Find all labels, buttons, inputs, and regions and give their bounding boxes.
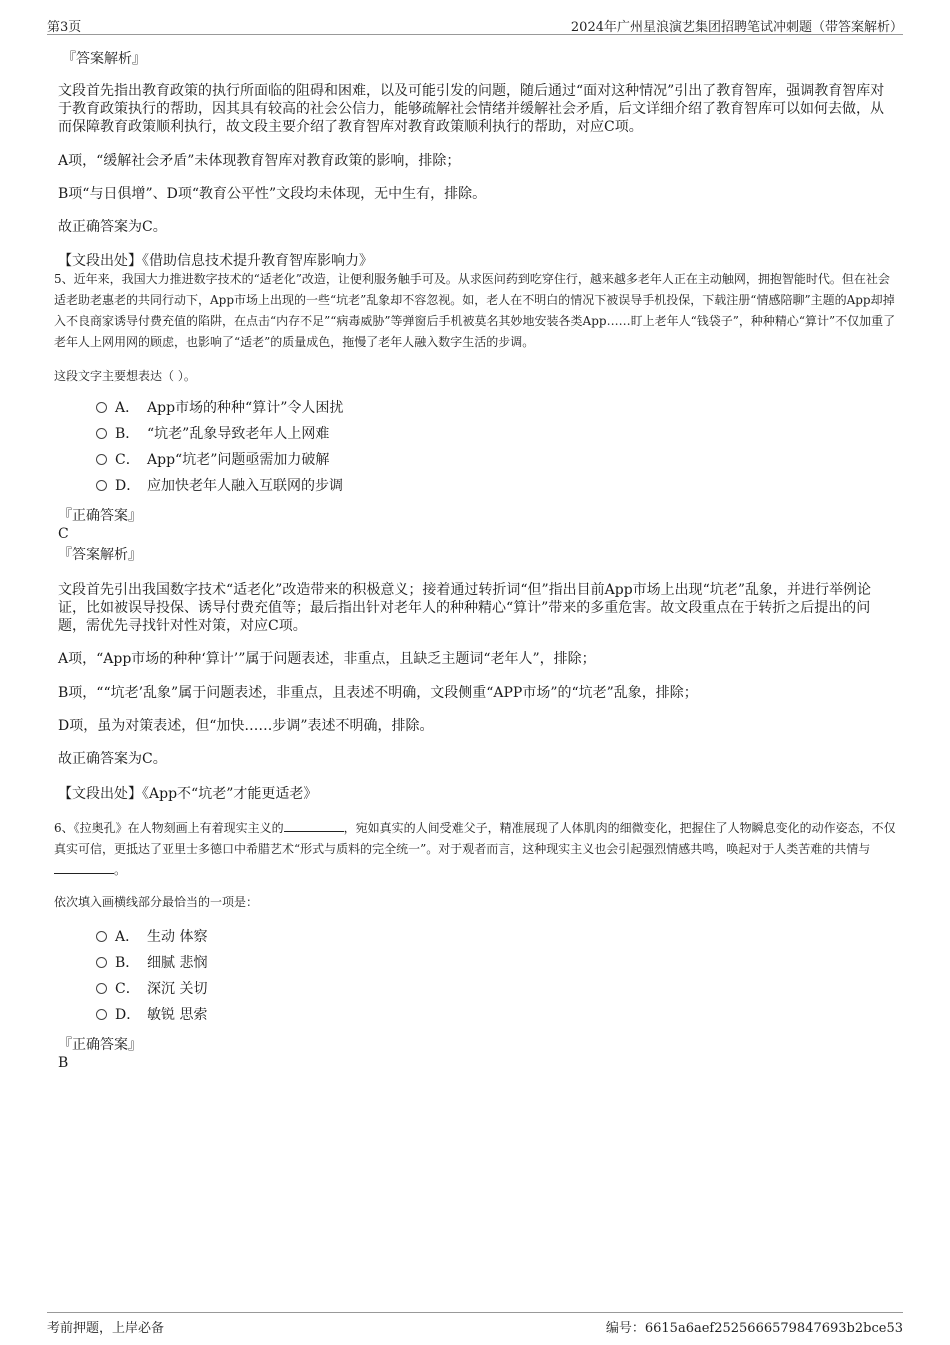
radio-icon[interactable]: [96, 983, 107, 994]
option-text: 深沉 关切: [147, 981, 208, 997]
option-letter: D．: [115, 1007, 141, 1023]
option-letter: D．: [115, 478, 141, 494]
option-letter: C．: [115, 452, 140, 468]
analysis-label: 『答案解析』: [62, 51, 146, 67]
option-b[interactable]: [96, 424, 329, 444]
source-citation: 【文段出处】《App不“坑老”才能更适老》: [58, 786, 318, 802]
question-6-prompt: 依次填入画横线部分最恰当的一项是：: [54, 895, 259, 909]
option-d[interactable]: [96, 1005, 207, 1025]
radio-icon[interactable]: [96, 480, 107, 491]
option-d[interactable]: [96, 476, 343, 496]
question-6-part1: 6、《拉奥孔》在人物刻画上有着现实主义的: [54, 821, 284, 835]
fill-blank-2: [54, 861, 114, 874]
code-label: 编号：: [605, 1321, 645, 1336]
option-letter: A．: [115, 929, 140, 945]
option-text: App“坑老”问题亟需加力破解: [147, 452, 330, 468]
note-option-b: B项，““坑老’乱象”属于问题表述，非重点，且表述不明确，文段侧重“APP市场”的“坑老”乱象，排除；: [58, 685, 698, 701]
correct-answer: C: [58, 526, 69, 542]
radio-icon[interactable]: [96, 1009, 107, 1020]
option-text: 细腻 悲悯: [147, 955, 208, 971]
option-c[interactable]: [96, 450, 329, 470]
note-option-b: B项“与日俱增”、D项“教育公平性”文段均未体现，无中生有，排除。: [58, 186, 487, 202]
code-value: 6615a6aef2525666579847693b2bce53: [644, 1321, 903, 1336]
option-text: 敏锐 思索: [147, 1007, 208, 1023]
analysis-text: 文段首先引出我国数字技术“适老化”改造带来的积极意义；接着通过转折词“但”指出目前App市场上出现“坑老”乱象，并进行举例论证，比如被误导投保、诱导付费充值等；最后指出针对老年人的种种精心“算计”带来的多重危害。故文段重点在于转折之后提出的问题，需优先寻找针对性对策，对应C项。: [58, 582, 871, 634]
analysis-text: 文段首先指出教育政策的执行所面临的阻碍和困难，以及可能引发的问题，随后通过“面对这种情况”引出了教育智库，强调教育智库对于教育政策执行的帮助，因其具有较高的社会公信力，能够疏解社会情绪并缓解社会矛盾，后文详细介绍了教育智库可以如何去做，从而保障教育政策顺利执行，故文段主要介绍了教育智库对教育政策顺利执行的帮助，对应C项。: [58, 83, 885, 135]
option-a[interactable]: [96, 927, 207, 947]
correct-answer-label: 『正确答案』: [58, 1037, 142, 1053]
analysis-label: 『答案解析』: [58, 547, 142, 563]
document-code: [606, 1317, 903, 1336]
radio-icon[interactable]: [96, 454, 107, 465]
option-text: App市场的种种“算计”令人困扰: [147, 400, 344, 416]
note-option-d: D项，虽为对策表述，但“加快……步调”表述不明确，排除。: [58, 718, 434, 734]
correct-answer: B: [58, 1055, 69, 1071]
option-b[interactable]: [96, 953, 207, 973]
question-6-part2: ，宛如真实的人间受难父子，精准展现了人体肌肉的细微变化，把握住了人物瞬息变化的动作姿态，不仅真实可信，更抵达了亚里士多德口中希腊艺术“形式与质料的完全统一”。对于观者而言，这种现实主义也会引起强烈情感共鸣，唤起对于人类苦难的共情与: [54, 821, 896, 856]
note-option-a: A项，“缓解社会矛盾”未体现教育智库对教育政策的影响，排除；: [58, 153, 461, 169]
option-letter: B．: [115, 955, 140, 971]
conclusion: 故正确答案为C。: [58, 219, 167, 235]
option-text: “坑老”乱象导致老年人上网难: [147, 426, 330, 442]
correct-answer-label: 『正确答案』: [58, 508, 142, 524]
document-title: 2024年广州星浪演艺集团招聘笔试冲刺题（带答案解析）: [570, 20, 903, 35]
note-option-a: A项，“App市场的种种‘算计’”属于问题表述，非重点，且缺乏主题词“老年人”，排除；: [58, 651, 596, 667]
question-5-text: 5、近年来，我国大力推进数字技术的“适老化”改造，让便利服务触手可及。从求医问药到吃穿住行，越来越多老年人正在主动触网，拥抱智能时代。但在社会适老助老惠老的共同行动下，App市场上出现的一些“坑老”乱象却不容忽视。如，老人在不明白的情况下被误导手机投保，下载注册“情感陪聊”主题的App却掉入不良商家诱导付费充值的陷阱，在点击“内存不足”“病毒威胁”等弹窗后手机被莫名其妙地安装各类App……盯上老年人“钱袋子”，种种精心“算计”不仅加重了老年人上网用网的顾虑，也影响了“适老”的质量成色，拖慢了老年人融入数字生活的步调。: [54, 272, 896, 349]
question-6-text: [54, 818, 896, 881]
radio-icon[interactable]: [96, 428, 107, 439]
footer-slogan: 考前押题，上岸必备: [47, 1321, 165, 1336]
question-5-prompt: 这段文字主要想表达（ ）。: [54, 369, 196, 383]
option-letter: B．: [115, 426, 140, 442]
question-6-part3: 。: [114, 863, 127, 877]
radio-icon[interactable]: [96, 957, 107, 968]
fill-blank-1: [284, 819, 344, 832]
option-a[interactable]: [96, 398, 343, 418]
page-footer: [47, 1312, 903, 1335]
radio-icon[interactable]: [96, 931, 107, 942]
page-number: 第3页: [47, 20, 82, 35]
page-header: [47, 14, 903, 35]
option-letter: A．: [115, 400, 140, 416]
option-text: 生动 体察: [147, 929, 208, 945]
option-text: 应加快老年人融入互联网的步调: [147, 478, 343, 494]
option-letter: C．: [115, 981, 140, 997]
source-citation: 【文段出处】《借助信息技术提升教育智库影响力》: [58, 253, 373, 269]
conclusion: 故正确答案为C。: [58, 751, 167, 767]
radio-icon[interactable]: [96, 402, 107, 413]
option-c[interactable]: [96, 979, 207, 999]
